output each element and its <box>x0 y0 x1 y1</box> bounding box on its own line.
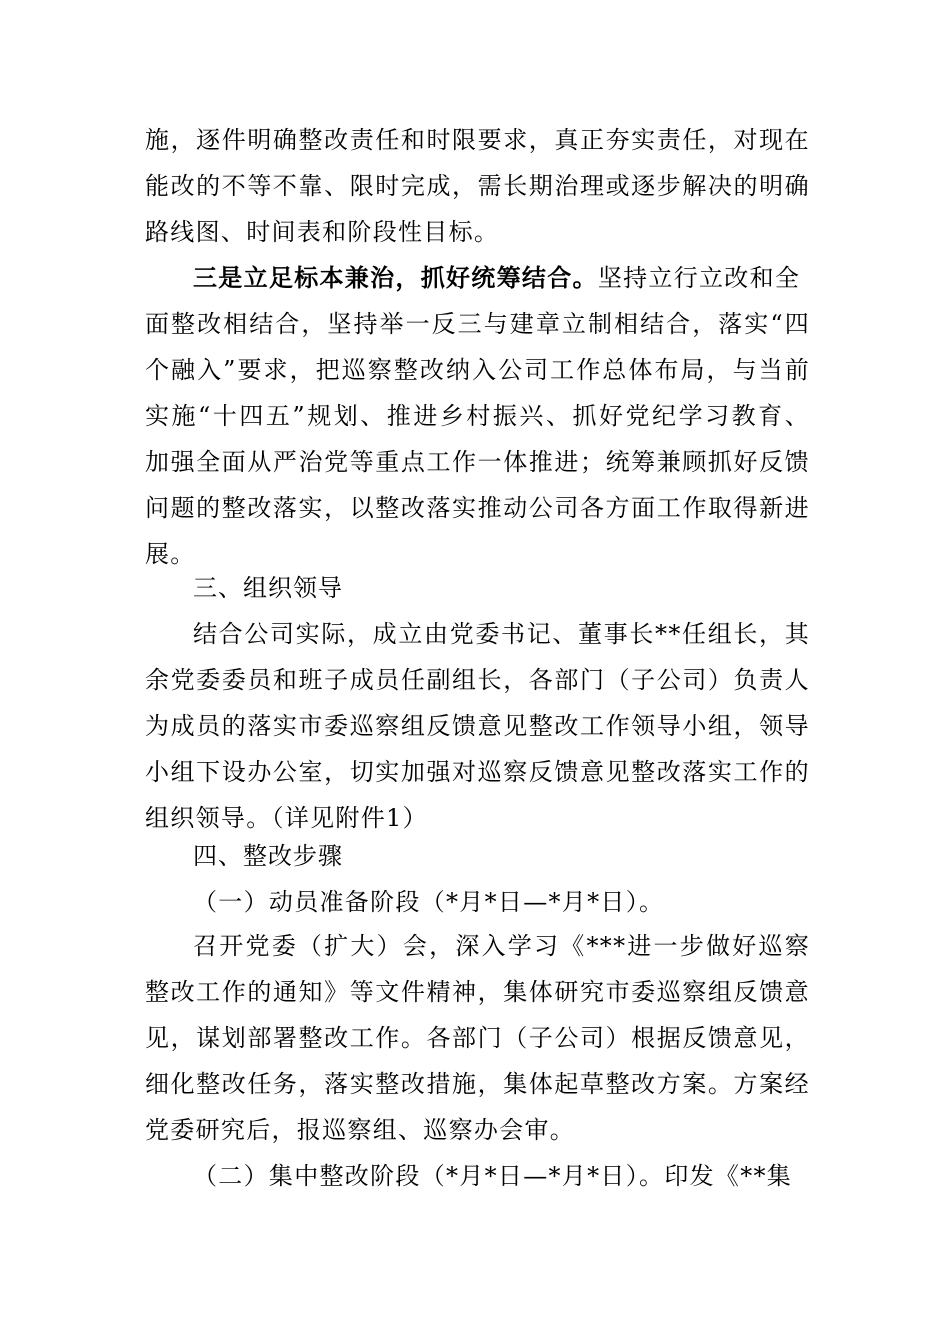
body-text-line: 组织领导。（详见附件1） <box>145 804 428 832</box>
body-text-line: 路线图、时间表和阶段性目标。 <box>145 218 500 246</box>
body-text-line: 加强全面从严治党等重点工作一体推进；统筹兼顾抓好反馈 <box>145 448 810 476</box>
paragraph-lead-bold: 三是立足标本兼治，抓好统筹结合。 <box>193 263 598 292</box>
body-text-line: 细化整改任务，落实整改措施，集体起草整改方案。方案经 <box>145 1070 810 1098</box>
section-heading: 四、整改步骤 <box>193 842 343 870</box>
body-text-line: 结合公司实际，成立由党委书记、董事长**任组长，其 <box>193 620 810 648</box>
body-text-line: 问题的整改落实，以整改落实推动公司各方面工作取得新进 <box>145 494 810 522</box>
body-text-line: 能改的不等不靠、限时完成，需长期治理或逐步解决的明确 <box>145 172 810 200</box>
body-text-span: 坚持立行立改和全 <box>597 264 801 292</box>
body-text-line: 整改工作的通知》等文件精神，集体研究市委巡察组反馈意 <box>145 978 810 1006</box>
body-text-line: 见，谋划部署整改工作。各部门（子公司）根据反馈意见， <box>145 1024 810 1052</box>
subsection-heading: （二）集中整改阶段（*月*日—*月*日）。 <box>193 1162 665 1190</box>
body-text-line: 面整改相结合，坚持举一反三与建章立制相结合，落实“四 <box>145 310 810 338</box>
body-text-line: 展。 <box>145 540 196 568</box>
body-text-line: 余党委委员和班子成员任副组长，各部门（子公司）负责人 <box>145 666 810 694</box>
body-text-line: 为成员的落实市委巡察组反馈意见整改工作领导小组，领导 <box>145 712 810 740</box>
body-text-line: 实施“十四五”规划、推进乡村振兴、抓好党纪学习教育、 <box>145 402 810 430</box>
body-text-line: 小组下设办公室，切实加强对巡察反馈意见整改落实工作的 <box>145 758 810 786</box>
body-text-line: 召开党委（扩大）会，深入学习《***进一步做好巡察 <box>193 932 810 960</box>
body-text-line: 个融入”要求，把巡察整改纳入公司工作总体布局，与当前 <box>145 356 810 384</box>
body-text-line <box>193 255 810 301</box>
body-text-span: 印发《**集 <box>664 1162 793 1190</box>
section-heading: 三、组织领导 <box>193 574 343 602</box>
body-text-line: 党委研究后，报巡察组、巡察办会审。 <box>145 1116 576 1144</box>
body-text-line: 施，逐件明确整改责任和时限要求，真正夯实责任，对现在 <box>145 126 810 154</box>
body-text-line <box>193 1153 810 1199</box>
subsection-heading: （一）动员准备阶段（*月*日—*月*日）。 <box>193 888 665 916</box>
